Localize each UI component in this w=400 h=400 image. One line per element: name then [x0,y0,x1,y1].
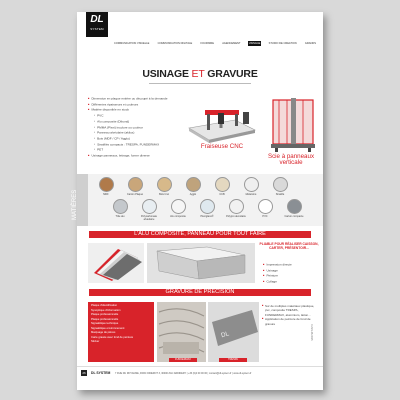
intro-subitem: • PET [88,147,188,153]
intro-subitem: • Alu composite (Dibond) [88,119,188,125]
nav-item-usinage[interactable]: USINAGE [248,41,261,45]
intro-item: ■ Dimension en plaque entière ou découpé à la demande [88,96,188,102]
gravure-application: Plaque professionnelle [91,317,119,321]
svg-text:DL: DL [220,330,230,340]
gravure-applications-list [88,302,154,362]
material-label: Mélaminé [245,193,257,196]
nav-item-communication-visuelle[interactable]: COMMUNICATION VISUELLE [114,41,150,45]
nav-item-agencement[interactable]: AGENCEMENT [222,41,241,45]
document-reference: DLSIS-08-0015 [310,324,313,341]
material-label: Agglo [189,193,197,196]
gravure-application: Signalétique technique [91,322,119,325]
material-swatch-melamine [244,177,259,192]
page-footer [77,366,323,390]
gravure-application: Marquage de pièces [91,331,116,334]
materials-section [72,174,323,226]
material-swatch-plexiglass [200,199,215,214]
panel-saw-label: Scie à panneaux verticale [267,153,315,167]
engraving-sample-image [157,302,206,362]
material-label: CCB [219,193,225,196]
material-swatch-polypro [229,199,244,214]
alu-feature: ■ Collage [263,279,292,285]
title-rest: GRAVURE [207,68,258,80]
gravure-detail: ■ Sur de multiples matériaux plastique, pvc, composite TRESPA, FUNDERMAX, aluminium, laiton... [262,304,316,317]
intro-subitem: • PMMA (Plexi) incolore ou couleur [88,125,188,131]
material-label: Tôle alu [115,215,125,218]
footer-address: 7 RUE DU ROYAUME, PARC DIDEROT 3, 30000 ZAC ARDIDERY | +33 (0)4 00 00 00 | contact@dl-system.fr | www.dl-system.fr [115,371,252,375]
intro-item: ■ Différentes épaisseurs et couleurs [88,102,188,108]
material-swatch-alu-composite [171,199,186,214]
nav-item-fourniture[interactable]: FOURNIRE [200,41,214,45]
panel-saw-image [269,96,317,152]
material-label: Stratifié [275,193,285,196]
intro-item: ■ Matière disponible en stock [88,107,188,113]
logo-subtext: SYSTEM [90,27,104,31]
materials-tab-label: MATIÈRES [72,189,78,220]
alu-highlight: PLIABLE POUR RÉALISER CAISSON, CARTER, PRÉSENTOIR... [259,242,319,250]
nav-item-studio[interactable]: STUDIO DE CREATION [268,41,297,45]
intro-subitem: • PVC [88,113,188,119]
alu-composite-heading: L'ALU COMPOSITE, PANNEAU POUR TOUT FAIRE [89,231,311,238]
gravure-details-list [262,304,316,326]
gravure-application: Plaque professionnelle [91,313,119,316]
material-label: Bois brut [159,193,169,196]
engraving-caption-fundermax: FUNDERMAX [169,358,197,362]
material-swatch-ccb [215,177,230,192]
materials-tab [72,174,88,226]
alu-feature: ■ Peinture [263,273,292,279]
material-label: Polypro alvéolaire [226,215,246,218]
gravure-application: Synoptique d'information [91,308,121,312]
material-label: Carton Plaqué [127,193,143,196]
alu-panels-image [88,243,144,283]
gravure-application: Signalétique environnement [91,326,125,330]
material-swatch-stratifie [273,177,288,192]
intro-subitem: • Bois (MDF / CP / Agglo) [88,136,188,142]
material-swatch-bois-brut [157,177,172,192]
title-main: USINAGE [142,68,189,80]
intro-item: ■ Usinage panneaux, lettrage, forme diverse [88,153,188,159]
gravure-application: Carte gravée avec fond de peinture [91,335,134,339]
alu-feature: ■ Usinage [263,268,292,274]
cnc-machine-image [185,100,259,144]
page-number: 26 [82,371,86,375]
page-title [77,68,323,80]
title-divider [149,83,251,84]
gravure-heading: GRAVURE DE PRÉCISION [89,289,311,296]
material-swatch-pvc [258,199,273,214]
material-swatch-tole-alu [113,199,128,214]
engraving-caption-trespa: TRESPA [219,358,247,362]
material-label: Alu composite [170,215,186,218]
brochure-page [72,12,323,390]
material-label: Carton compacte [284,215,304,218]
intro-subitem: • Stratifiés compacts : TRESPA, FUNDERMAX [88,142,188,148]
intro-subitem: • Panneau alvéolaire (akilux) [88,130,188,136]
engraved-plate-image [208,302,259,362]
gravure-application: Plaque d'identification [91,304,118,307]
material-label: MDF [103,193,109,196]
title-connector: ET [191,68,205,80]
material-swatch-carton-plaque [128,177,143,192]
alu-bent-panel-image [147,243,255,283]
material-swatch-agglo [186,177,201,192]
cnc-label: Fraiseuse CNC [200,143,244,150]
material-swatch-polycarbonate [142,199,157,214]
material-swatch-carton-compacte [287,199,302,214]
brand-logo[interactable] [86,12,108,37]
logo-mark: DL [90,14,104,25]
footer-brand: DL SYSTEM [91,371,111,375]
material-label: Plexiglass® [200,215,214,218]
material-swatch-mdf [99,177,114,192]
gravure-detail: ■ Application de peinture de fond de gravure [262,317,316,326]
alu-feature: ■ Impression directe [263,262,292,268]
intro-list [88,96,188,159]
top-navigation [113,40,317,46]
nav-item-communication-digitale[interactable]: COMMUNICATION DIGITALE [157,41,193,45]
alu-feature-list [263,262,292,284]
material-label: Polycarbonate alvéolaire [141,215,157,221]
nav-item-grands[interactable]: GRANDS [304,41,316,45]
material-label: PVC [262,215,268,218]
gravure-application: Sticker [91,340,100,343]
